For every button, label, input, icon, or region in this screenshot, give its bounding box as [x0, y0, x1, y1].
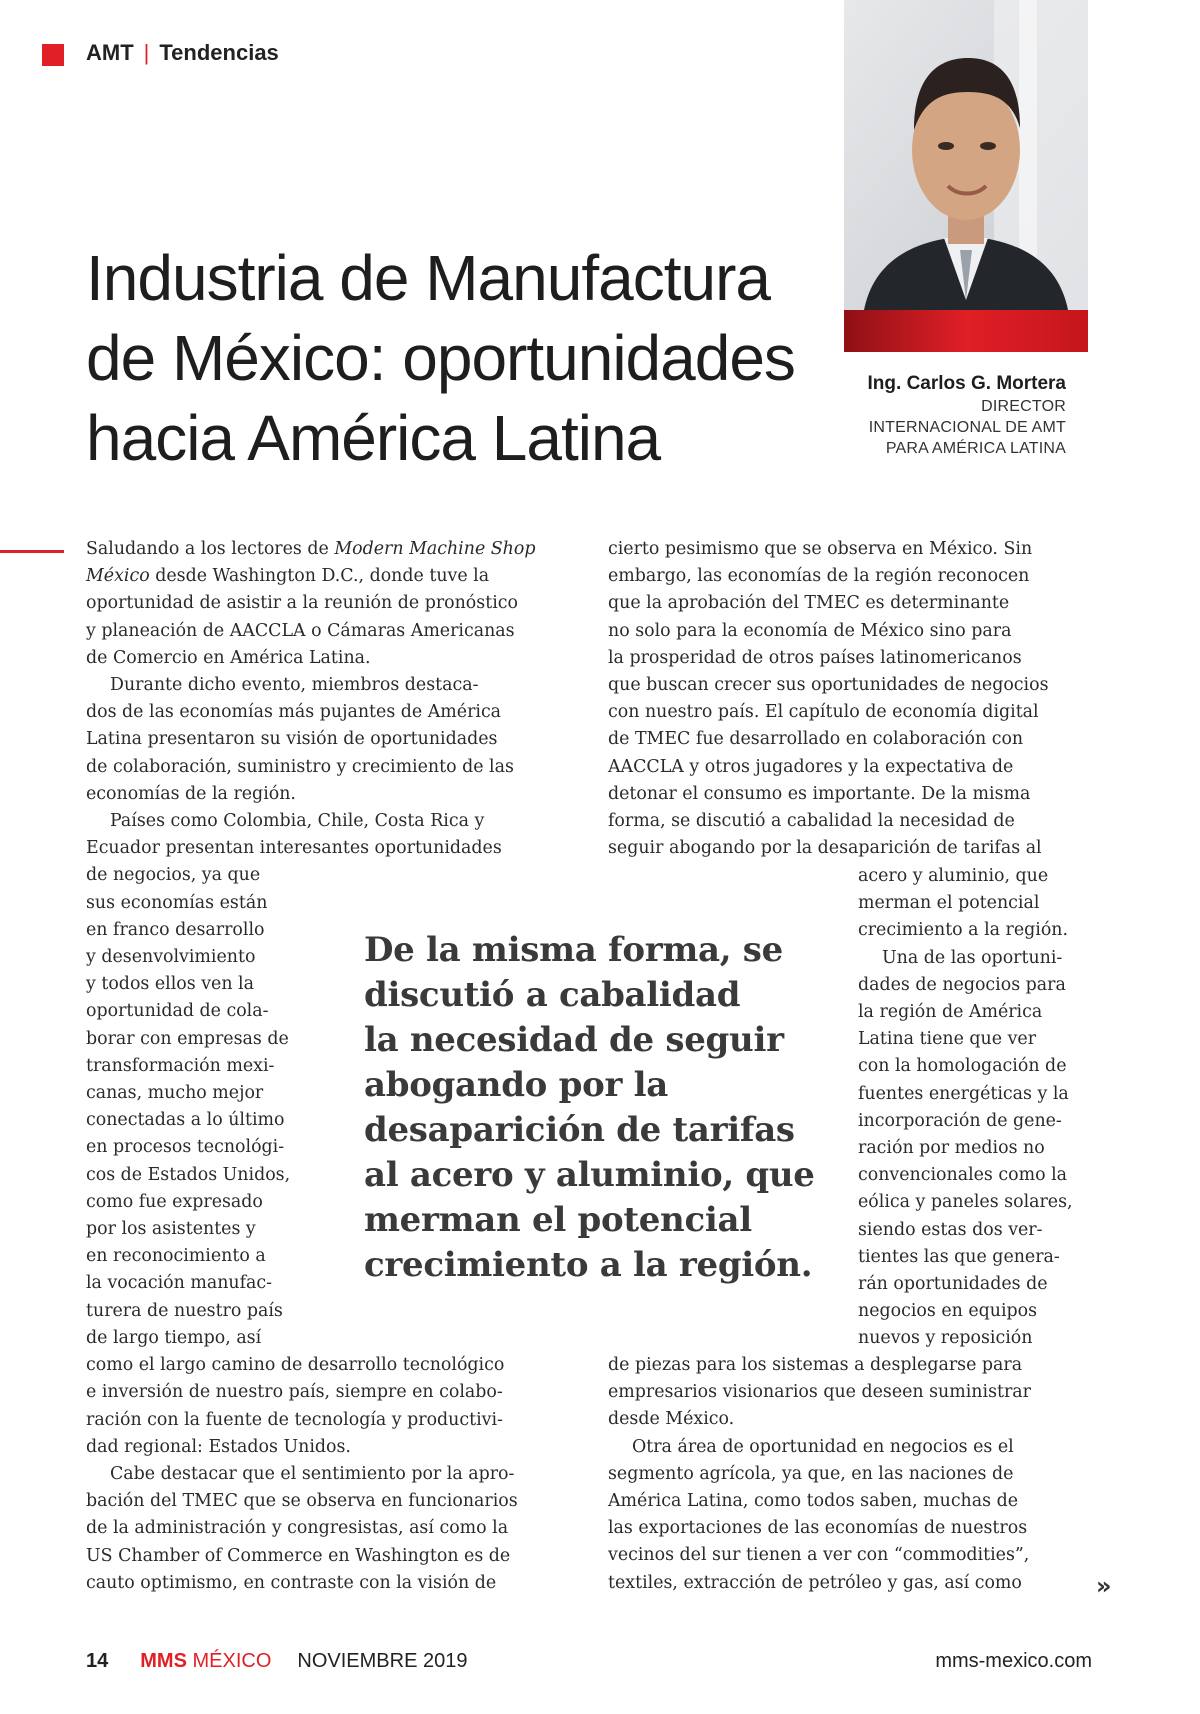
body-column-right-bottom: [608, 1352, 1031, 1597]
body-line: merman el potencial: [858, 893, 1040, 914]
pull-quote-line: merman el potencial: [364, 1200, 752, 1240]
body-line: oportunidad de asistir a la reunión de pronóstico: [86, 593, 518, 614]
pull-quote-line: discutió a cabalidad: [364, 975, 741, 1015]
body-line: la vocación manufac-: [86, 1273, 273, 1294]
body-line: con nuestro país. El capítulo de economía digital: [608, 702, 1039, 723]
body-column-right-narrow: [858, 863, 1073, 1353]
body-line: ración por medios no: [858, 1138, 1045, 1159]
body-line: Saludando a los lectores de Modern Machine Shop: [86, 539, 536, 559]
body-line: en reconocimiento a: [86, 1246, 266, 1267]
body-line: Latina presentaron su visión de oportunidades: [86, 729, 498, 750]
author-role-line: PARA AMÉRICA LATINA: [885, 440, 1066, 457]
body-line: y desenvolvimiento: [86, 947, 256, 968]
body-line: tientes las que genera-: [858, 1246, 1060, 1267]
body-line: y planeación de AACCLA o Cámaras Americanas: [86, 620, 515, 641]
body-line: de TMEC fue desarrollado en colaboración con: [608, 729, 1024, 750]
body-line: Otra área de oportunidad en negocios es el: [632, 1436, 1014, 1457]
body-line: de colaboración, suministro y crecimiento de las: [86, 756, 514, 777]
pull-quote-line: desaparición de tarifas: [364, 1110, 795, 1150]
section-marker: [42, 44, 64, 66]
author-role-line: INTERNACIONAL DE AMT: [868, 419, 1066, 436]
body-line: incorporación de gene-: [858, 1110, 1062, 1131]
body-line: que buscan crecer sus oportunidades de negocios: [608, 675, 1049, 696]
category-label: Tendencias: [159, 40, 279, 65]
body-line: economías de la región.: [86, 783, 296, 804]
body-line: AACCLA y otros jugadores y la expectativa de: [608, 756, 1014, 777]
body-line: desde México.: [608, 1409, 735, 1430]
double-chevron-right-icon[interactable]: »: [1096, 1572, 1112, 1600]
pull-quote-line: abogando por la: [364, 1065, 668, 1105]
publication-name: México: [86, 566, 150, 587]
body-line: eólica y paneles solares,: [858, 1192, 1073, 1213]
body-line: México desde Washington D.C., donde tuve la: [86, 566, 490, 587]
body-line: Ecuador presentan interesantes oportunidades: [86, 838, 502, 859]
body-line: no solo para la economía de México sino para: [608, 620, 1012, 641]
body-line: textiles, extracción de petróleo y gas, así como: [608, 1572, 1022, 1593]
section-header: [86, 40, 279, 66]
body-line: borar con empresas de: [86, 1028, 289, 1049]
body-line: Una de las oportuni-: [882, 947, 1063, 968]
author-block: [800, 372, 1066, 459]
body-line: bación del TMEC que se observa en funcionarios: [86, 1491, 518, 1512]
body-line: con la homologación de: [858, 1056, 1067, 1077]
body-line: de Comercio en América Latina.: [86, 647, 371, 668]
pull-quote: [364, 928, 815, 1288]
body-line: dades de negocios para: [858, 974, 1066, 995]
author-name: Ing. Carlos G. Mortera: [867, 373, 1066, 394]
body-line: la prosperidad de otros países latinomericanos: [608, 647, 1022, 668]
body-line: de largo tiempo, así: [86, 1327, 262, 1348]
pull-quote-line: De la misma forma, se: [364, 930, 783, 970]
body-line: rán oportunidades de: [858, 1274, 1048, 1295]
body-line: cierto pesimismo que se observa en México. Sin: [608, 539, 1033, 559]
body-line: acero y aluminio, que: [858, 866, 1049, 886]
body-line: sus economías están: [86, 892, 268, 913]
body-line: por los asistentes y: [86, 1219, 256, 1240]
body-line: en procesos tecnológi-: [86, 1137, 285, 1158]
body-line: convencionales como la: [858, 1165, 1068, 1186]
body-line: seguir abogando por la desaparición de tarifas al: [608, 838, 1042, 859]
body-line: e inversión de nuestro país, siempre en colabo-: [86, 1382, 503, 1403]
body-line: negocios en equipos: [858, 1301, 1038, 1322]
body-line: la región de América: [858, 1002, 1043, 1023]
title-line: de México: oportunidades: [86, 322, 795, 394]
body-line: ración con la fuente de tecnología y productivi-: [86, 1409, 503, 1430]
body-line: dos de las economías más pujantes de América: [86, 702, 502, 723]
body-line: canas, mucho mejor: [86, 1083, 264, 1104]
page-footer: [86, 1650, 467, 1673]
author-role: [800, 396, 1066, 459]
body-line: fuentes energéticas y la: [858, 1083, 1069, 1104]
author-role-line: DIRECTOR: [981, 398, 1066, 415]
body-line: como fue expresado: [86, 1191, 263, 1212]
body-line: como el largo camino de desarrollo tecnológico: [86, 1355, 505, 1376]
body-line: Durante dicho evento, miembros destaca-: [110, 675, 479, 696]
body-line: transformación mexi-: [86, 1055, 275, 1076]
body-line: turera de nuestro país: [86, 1300, 283, 1321]
body-line: en franco desarrollo: [86, 919, 265, 940]
body-line: Países como Colombia, Chile, Costa Rica y: [110, 811, 485, 832]
magazine-brand: MMS: [140, 1650, 187, 1672]
body-line: segmento agrícola, ya que, en las naciones de: [608, 1463, 1014, 1484]
body-line: conectadas a lo último: [86, 1110, 285, 1131]
body-line: oportunidad de cola-: [86, 1001, 269, 1022]
pull-quote-line: crecimiento a la región.: [364, 1245, 813, 1285]
body-line: Cabe destacar que el sentimiento por la apro-: [110, 1463, 515, 1484]
website-url[interactable]: mms-mexico.com: [935, 1650, 1092, 1672]
pull-quote-line: la necesidad de seguir: [364, 1020, 784, 1060]
pull-quote-line: al acero y aluminio, que: [364, 1155, 815, 1195]
body-line: embargo, las economías de la región reconocen: [608, 566, 1030, 587]
magazine-brand-suffix: MÉXICO: [192, 1650, 272, 1672]
body-line: detonar el consumo es importante. De la misma: [608, 783, 1031, 804]
body-line: cauto optimismo, en contraste con la visión de: [86, 1572, 497, 1593]
body-line: de piezas para los sistemas a desplegarse para: [608, 1355, 1023, 1375]
red-rule: [0, 550, 64, 553]
body-line: vecinos del sur tienen a ver con “commodities”,: [608, 1545, 1030, 1566]
issue-date: NOVIEMBRE 2019: [297, 1650, 468, 1672]
body-line: US Chamber of Commerce en Washington es de: [86, 1545, 511, 1566]
body-line: forma, se discutió a cabalidad la necesidad de: [608, 811, 1015, 832]
body-line: nuevos y reposición: [858, 1328, 1033, 1349]
body-line: siendo estas dos ver-: [858, 1219, 1043, 1240]
publication-name: Modern Machine Shop: [334, 539, 536, 559]
body-line: de la administración y congresistas, así como la: [86, 1518, 509, 1539]
page-number: 14: [86, 1650, 109, 1672]
section-separator: |: [143, 40, 150, 65]
body-line: que la aprobación del TMEC es determinante: [608, 593, 1010, 614]
title-line: hacia América Latina: [86, 402, 661, 474]
body-column-right: [608, 536, 1049, 862]
body-line: crecimiento a la región.: [858, 920, 1069, 941]
body-line: y todos ellos ven la: [86, 974, 254, 995]
body-line: América Latina, como todos saben, muchas de: [608, 1491, 1019, 1512]
title-line: Industria de Manufactura: [86, 242, 770, 314]
body-line: de negocios, ya que: [86, 865, 261, 886]
body-line: empresarios visionarios que deseen suministrar: [608, 1382, 1031, 1403]
section-label: AMT: [86, 40, 134, 65]
article-title: [86, 238, 846, 478]
author-photo: [844, 0, 1088, 352]
body-line: las exportaciones de las economías de nuestros: [608, 1518, 1028, 1539]
body-line: Latina tiene que ver: [858, 1029, 1037, 1050]
body-line: cos de Estados Unidos,: [86, 1164, 291, 1185]
body-line: dad regional: Estados Unidos.: [86, 1436, 351, 1457]
